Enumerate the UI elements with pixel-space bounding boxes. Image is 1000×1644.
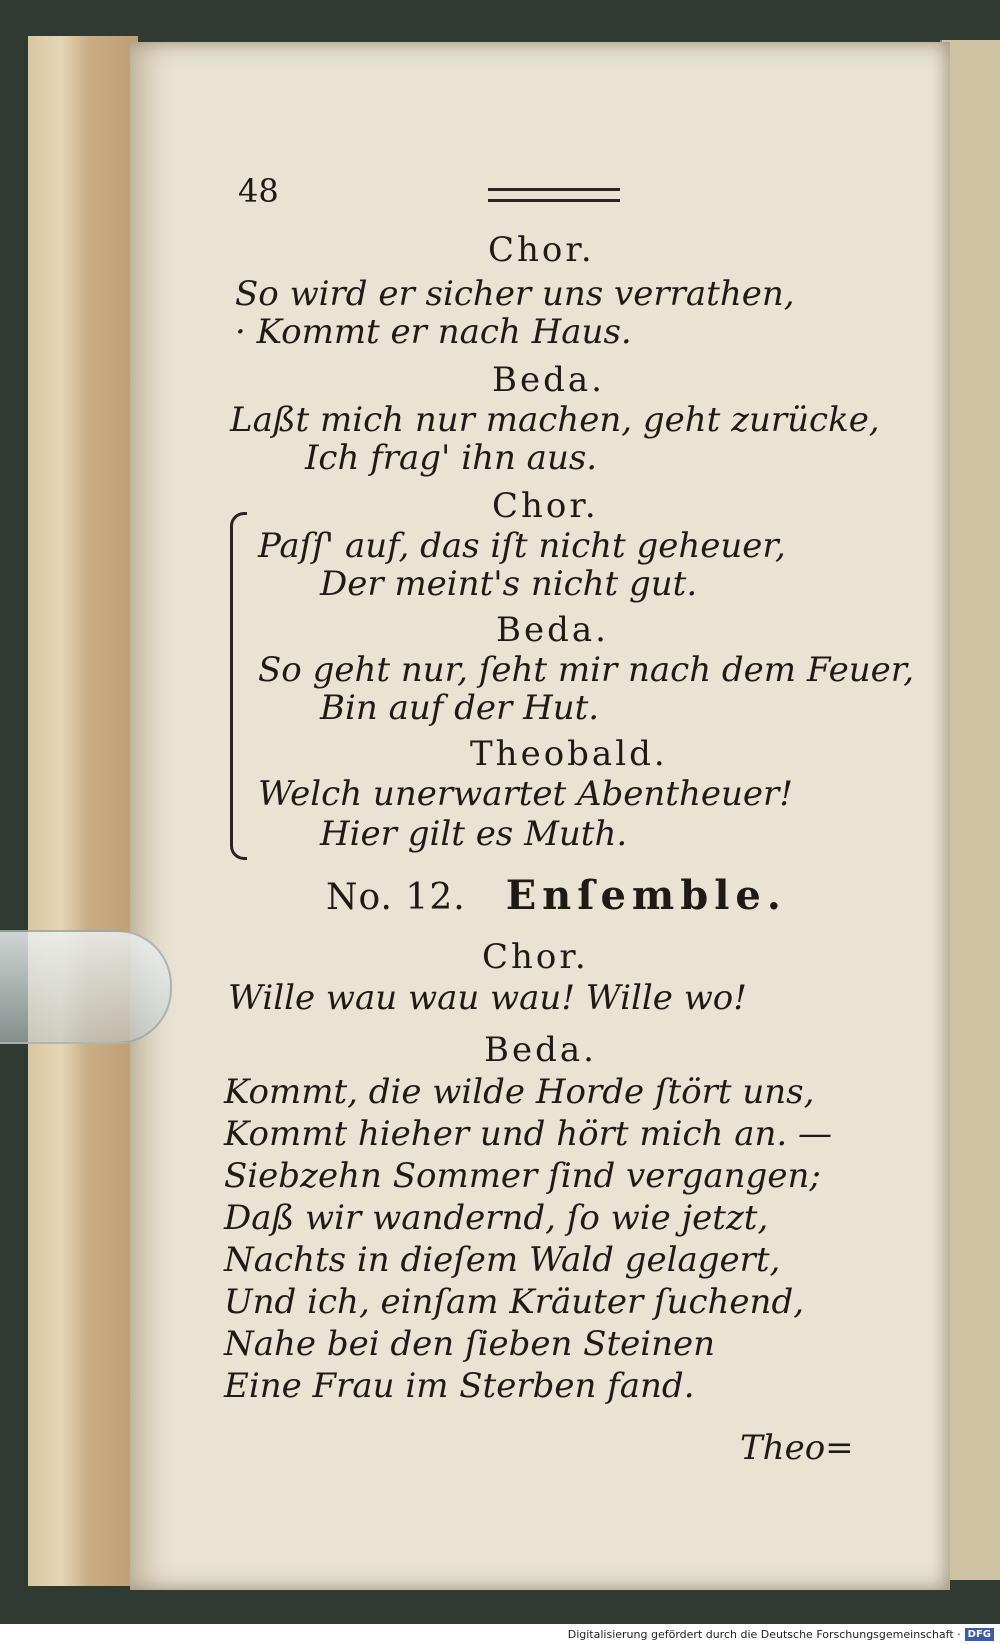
footer-bar	[0, 1624, 1000, 1644]
verse-line: Kommt, die wilde Horde ſtört uns,	[224, 1072, 815, 1112]
verse-line: Eine Frau im Sterben fand.	[224, 1366, 695, 1406]
bracket-brace	[230, 512, 247, 860]
speaker-label: Theobald.	[470, 734, 668, 774]
catchword: Theo=	[740, 1428, 854, 1468]
verse-line: Welch unerwartet Abentheuer!	[258, 774, 793, 814]
page-stack-edge	[28, 36, 138, 1586]
verse-line: Laßt mich nur machen, geht zurücke,	[230, 400, 880, 440]
verse-line: Hier gilt es Muth.	[320, 814, 628, 854]
footer-credit: Digitalisierung gefördert durch die Deutsche Forschungsgemeinschaft ·	[567, 1627, 961, 1641]
number-heading	[326, 872, 787, 919]
verse-line: Nahe bei den ſieben Steinen	[224, 1324, 716, 1364]
header-rule	[488, 188, 620, 202]
verse-line: Daß wir wandernd, ſo wie jetzt,	[224, 1198, 769, 1238]
book-page	[130, 42, 950, 1590]
verse-line: Der meint's nicht gut.	[320, 564, 698, 604]
page-number: 48	[238, 172, 279, 210]
verse-line: Kommt hieher und hört mich an. —	[224, 1114, 832, 1154]
dfg-logo: DFG	[965, 1628, 994, 1641]
speaker-label: Beda.	[496, 610, 609, 650]
verse-line: Wille wau wau wau! Wille wo!	[228, 978, 747, 1018]
verse-line: Nachts in dieſem Wald gelagert,	[224, 1240, 781, 1280]
verse-line: So geht nur, ſeht mir nach dem Feuer,	[258, 650, 915, 690]
number-label: No. 12.	[326, 877, 466, 918]
speaker-label: Chor.	[492, 486, 599, 526]
speaker-label: Chor.	[488, 230, 595, 270]
verse-line: Ich frag' ihn aus.	[305, 438, 598, 478]
speaker-label: Chor.	[482, 937, 589, 977]
verse-line: Und ich, einſam Kräuter ſuchend,	[224, 1282, 805, 1322]
verse-line: Siebzehn Sommer ſind vergangen;	[224, 1156, 821, 1196]
verse-line: So wird er sicher uns verrathen,	[235, 274, 795, 314]
verse-line: · Kommt er nach Haus.	[235, 312, 632, 352]
verse-line: Bin auf der Hut.	[320, 688, 600, 728]
verse-line: Paſſ' auf, das iſt nicht geheuer,	[258, 526, 786, 566]
speaker-label: Beda.	[492, 360, 605, 400]
bookmark-clip	[0, 930, 172, 1044]
number-title: Enſemble.	[505, 872, 787, 919]
speaker-label: Beda.	[484, 1030, 597, 1070]
